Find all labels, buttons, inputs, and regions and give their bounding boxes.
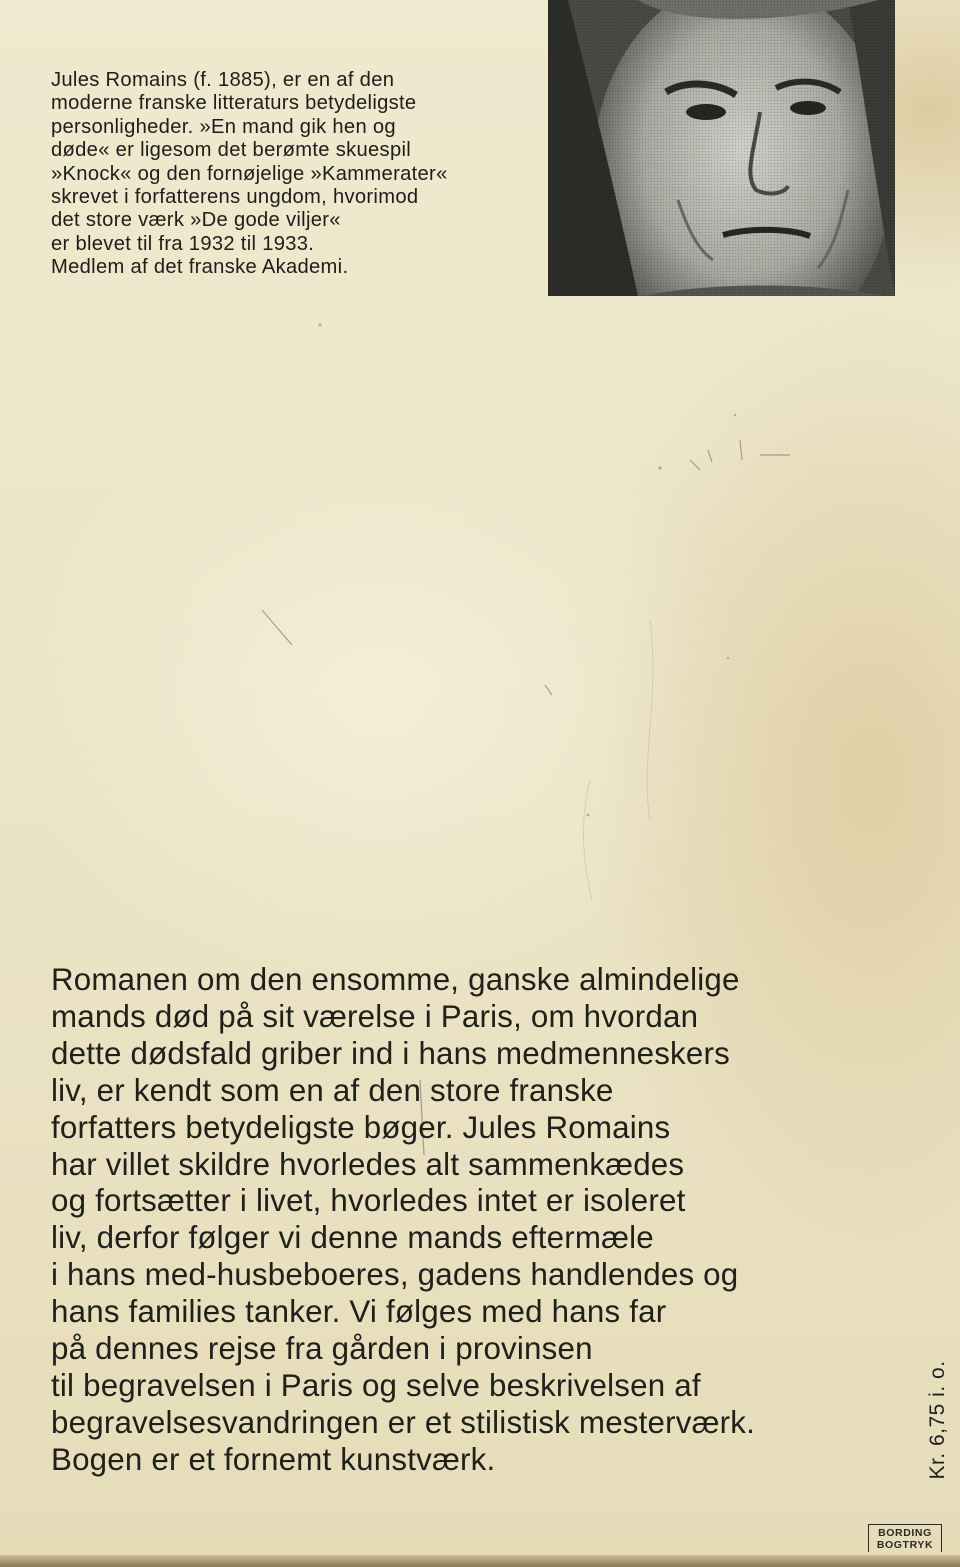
price-label: Kr. 6,75 i. o. bbox=[926, 1360, 949, 1480]
printer-name-line1: BORDING bbox=[878, 1527, 932, 1539]
author-portrait-photo-icon bbox=[548, 0, 895, 296]
author-portrait bbox=[548, 0, 895, 296]
author-bio-text: Jules Romains (f. 1885), er en af den moderne franske litteraturs betydeligste personligheder. »En mand gik hen og døde« er ligesom det berømte skuespil »Knock« og den fornøjelige »Kammerater« skrevet i forfatterens ungdom, hvorimod det store værk »De gode viljer« er blevet til fra 1932 til 1933. Medlem af det franske Akademi. bbox=[51, 69, 448, 279]
book-blurb-text: Romanen om den ensomme, ganske almindelige mands død på sit værelse i Paris, om hvordan dette dødsfald griber ind i hans medmenneskers liv, er kendt som en af den store franske forfatters betydeligste bøger. Jules Romains har villet skildre hvorledes alt sammenkædes og fortsætter i livet, hvorledes intet er isoleret liv, derfor følger vi denne mands eftermæle i hans med-husbeboeres, gadens handlendes og hans families tanker. Vi følges med hans far på dennes rejse fra gården i provinsen til begravelsen i Paris og selve beskrivelsen af begravelsesvandringen er et stilistisk mesterværk. Bogen er et fornemt kunstværk. bbox=[51, 962, 756, 1477]
cover-bottom-edge bbox=[0, 1555, 960, 1567]
printer-mark bbox=[868, 1524, 942, 1552]
printer-name-line2: BOGTRYK bbox=[876, 1539, 934, 1551]
